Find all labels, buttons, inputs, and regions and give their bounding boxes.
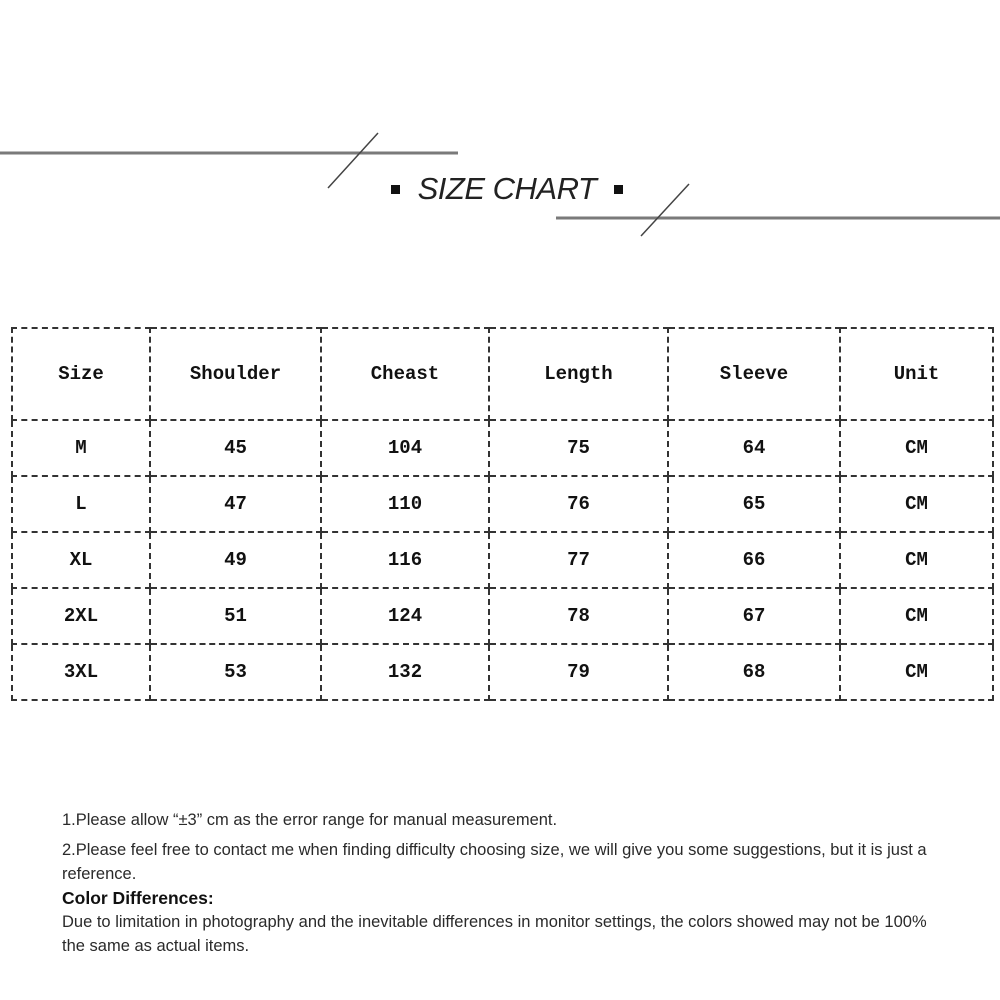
table-cell: 65 bbox=[668, 476, 840, 532]
column-header: Length bbox=[489, 328, 668, 420]
color-differences-text: Due to limitation in photography and the inevitable differences in monitor settings, the colors showed may not be 100% the same as actual items. bbox=[62, 913, 927, 955]
table-cell: 3XL bbox=[12, 644, 150, 700]
column-header: Unit bbox=[840, 328, 993, 420]
table-cell: 116 bbox=[321, 532, 489, 588]
table-cell: 45 bbox=[150, 420, 321, 476]
table-cell: 68 bbox=[668, 644, 840, 700]
column-header: Sleeve bbox=[668, 328, 840, 420]
table-cell: CM bbox=[840, 420, 993, 476]
table-cell: CM bbox=[840, 476, 993, 532]
table-cell: 53 bbox=[150, 644, 321, 700]
bullet-left-icon bbox=[391, 185, 400, 194]
table-cell: CM bbox=[840, 644, 993, 700]
table-header-row bbox=[12, 328, 993, 420]
decor-slash-right bbox=[641, 184, 689, 236]
decor-slash-left bbox=[328, 133, 378, 188]
table-cell: M bbox=[12, 420, 150, 476]
table-cell: CM bbox=[840, 532, 993, 588]
table-cell: 124 bbox=[321, 588, 489, 644]
size-table bbox=[11, 327, 994, 701]
table-row bbox=[12, 532, 993, 588]
table-cell: 2XL bbox=[12, 588, 150, 644]
table-row bbox=[12, 420, 993, 476]
table-cell: 79 bbox=[489, 644, 668, 700]
title-bar bbox=[372, 166, 642, 212]
table-cell: 66 bbox=[668, 532, 840, 588]
table-cell: 51 bbox=[150, 588, 321, 644]
table-cell: 49 bbox=[150, 532, 321, 588]
table-cell: 64 bbox=[668, 420, 840, 476]
table-row bbox=[12, 588, 993, 644]
table-cell: 104 bbox=[321, 420, 489, 476]
table-cell: 67 bbox=[668, 588, 840, 644]
page-title: SIZE CHART bbox=[417, 171, 597, 206]
bullet-right-icon bbox=[614, 185, 623, 194]
header-decoration bbox=[0, 0, 1000, 260]
note-contact: 2.Please feel free to contact me when finding difficulty choosing size, we will give you some suggestions, but it is just a reference. bbox=[62, 841, 927, 883]
table-row bbox=[12, 644, 993, 700]
table-cell: CM bbox=[840, 588, 993, 644]
notes-section bbox=[62, 808, 942, 964]
table-cell: 75 bbox=[489, 420, 668, 476]
column-header: Shoulder bbox=[150, 328, 321, 420]
table-cell: 76 bbox=[489, 476, 668, 532]
table-cell: 110 bbox=[321, 476, 489, 532]
table-cell: 132 bbox=[321, 644, 489, 700]
color-differences-heading: Color Differences: bbox=[62, 888, 214, 908]
column-header: Size bbox=[12, 328, 150, 420]
table-cell: L bbox=[12, 476, 150, 532]
note-measurement: 1.Please allow “±3” cm as the error range for manual measurement. bbox=[62, 811, 558, 829]
table-row bbox=[12, 476, 993, 532]
table-cell: 47 bbox=[150, 476, 321, 532]
table-cell: 78 bbox=[489, 588, 668, 644]
column-header: Cheast bbox=[321, 328, 489, 420]
table-cell: XL bbox=[12, 532, 150, 588]
table-cell: 77 bbox=[489, 532, 668, 588]
